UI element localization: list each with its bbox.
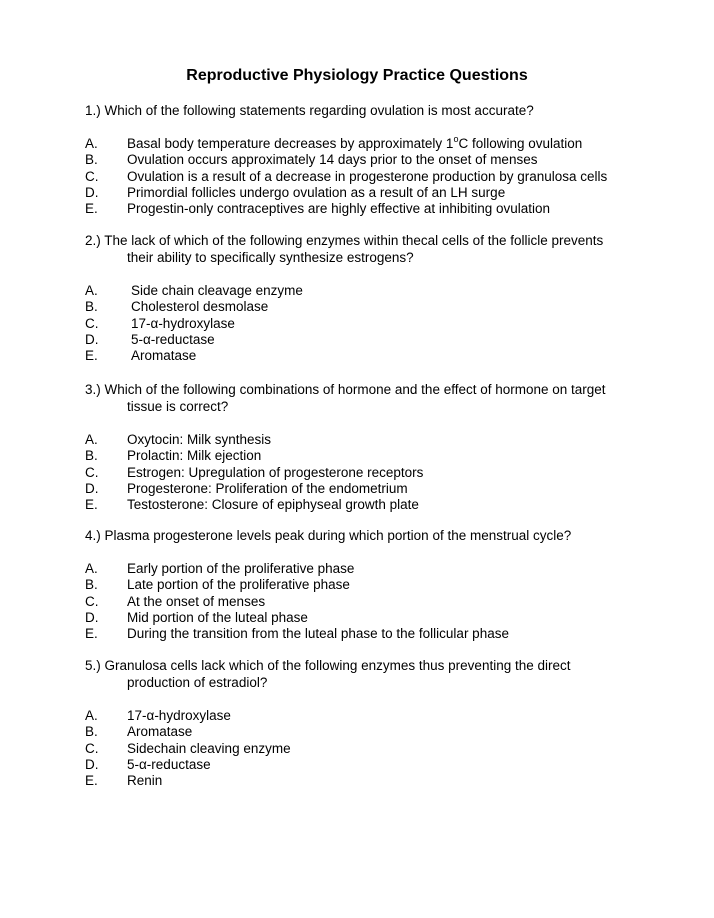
- option-letter: E.: [85, 773, 98, 789]
- option-list: [85, 282, 645, 363]
- option-c: [85, 168, 645, 184]
- question-4: [85, 527, 645, 641]
- question-2: [85, 232, 645, 363]
- question-stem: 3.) Which of the following combinations of hormone and the effect of hormone on target: [85, 382, 606, 397]
- option-text: Testosterone: Closure of epiphyseal growth plate: [127, 497, 419, 513]
- option-e: [85, 772, 645, 788]
- question-5: [85, 657, 645, 788]
- question-stem-continuation: production of estradiol?: [127, 675, 268, 690]
- option-letter: B.: [85, 299, 98, 315]
- option-e: [85, 625, 645, 641]
- option-letter: A.: [85, 283, 98, 298]
- question-stem: 2.) The lack of which of the following enzymes within thecal cells of the follicle prevents: [85, 233, 604, 248]
- page-title: Reproductive Physiology Practice Questions: [186, 67, 528, 84]
- option-letter: D.: [85, 184, 99, 200]
- degree-superscript: o: [453, 133, 459, 144]
- option-letter: D.: [85, 331, 99, 347]
- option-d: [85, 609, 645, 625]
- option-letter: A.: [85, 136, 98, 151]
- option-d: [85, 331, 645, 347]
- option-a: [85, 560, 645, 576]
- question-stem: 1.) Which of the following statements regarding ovulation is most accurate?: [85, 103, 534, 118]
- option-b: [85, 447, 645, 463]
- option-text: Basal body temperature decreases by approximately 1$^o$C following ovulation: [127, 133, 583, 151]
- option-text: At the onset of menses: [127, 593, 266, 609]
- option-text: 17-α-hydroxylase: [127, 708, 231, 723]
- option-letter: D.: [85, 609, 99, 625]
- option-text: Oxytocin: Milk synthesis: [127, 432, 272, 447]
- option-text: Late portion of the proliferative phase: [127, 577, 350, 593]
- question-stem: 4.) Plasma progesterone levels peak during which portion of the menstrual cycle?: [85, 528, 572, 543]
- option-list: [85, 135, 645, 216]
- option-letter: B.: [85, 577, 98, 593]
- option-letter: D.: [85, 756, 99, 772]
- option-a: [85, 282, 645, 298]
- option-a: [85, 707, 645, 723]
- option-b: [85, 151, 645, 167]
- question-stem-continuation: tissue is correct?: [127, 399, 229, 414]
- option-text: 5-α-reductase: [131, 331, 215, 347]
- option-a: [85, 431, 645, 447]
- option-text: Ovulation is a result of a decrease in progesterone production by granulosa cells: [127, 168, 608, 184]
- option-letter: E.: [85, 626, 98, 642]
- option-text: 5-α-reductase: [127, 756, 211, 772]
- option-letter: A.: [85, 708, 98, 723]
- option-letter: C.: [85, 168, 99, 184]
- option-text: Cholesterol desmolase: [131, 299, 269, 315]
- option-letter: B.: [85, 724, 98, 740]
- option-list: [85, 560, 645, 641]
- option-e: [85, 496, 645, 512]
- option-letter: A.: [85, 432, 98, 447]
- option-letter: B.: [85, 152, 98, 168]
- option-letter: B.: [85, 448, 98, 464]
- option-text: Renin: [127, 773, 163, 789]
- option-text: Progestin-only contraceptives are highly effective at inhibiting ovulation: [127, 201, 550, 217]
- option-c: [85, 593, 645, 609]
- question-1: [85, 102, 645, 216]
- option-letter: D.: [85, 480, 99, 496]
- option-letter: A.: [85, 561, 98, 576]
- option-letter: E.: [85, 348, 98, 364]
- option-text: Estrogen: Upregulation of progesterone receptors: [127, 464, 424, 480]
- option-letter: E.: [85, 497, 98, 513]
- option-c: [85, 464, 645, 480]
- option-c: [85, 315, 645, 331]
- option-letter: C.: [85, 464, 99, 480]
- option-letter: C.: [85, 315, 99, 331]
- question-stem-continuation: their ability to specifically synthesize estrogens?: [127, 250, 414, 265]
- option-d: [85, 480, 645, 496]
- option-text: Progesterone: Proliferation of the endometrium: [127, 480, 408, 496]
- question-stem: 5.) Granulosa cells lack which of the following enzymes thus preventing the direct: [85, 658, 571, 673]
- option-letter: E.: [85, 201, 98, 217]
- option-list: [85, 431, 645, 512]
- option-b: [85, 723, 645, 739]
- option-text: Primordial follicles undergo ovulation as a result of an LH surge: [127, 184, 506, 200]
- option-e: [85, 347, 645, 363]
- option-text: Side chain cleavage enzyme: [131, 283, 303, 298]
- option-text: Early portion of the proliferative phase: [127, 561, 355, 576]
- option-b: [85, 298, 645, 314]
- option-text: Aromatase: [127, 724, 193, 740]
- option-e: [85, 200, 645, 216]
- option-c: [85, 740, 645, 756]
- option-a: [85, 135, 645, 151]
- option-text: Ovulation occurs approximately 14 days prior to the onset of menses: [127, 152, 538, 168]
- option-list: [85, 707, 645, 788]
- option-d: [85, 756, 645, 772]
- option-text: 17-α-hydroxylase: [131, 315, 235, 331]
- option-b: [85, 576, 645, 592]
- option-text: Mid portion of the luteal phase: [127, 609, 308, 625]
- option-d: [85, 184, 645, 200]
- option-text: Prolactin: Milk ejection: [127, 448, 262, 464]
- option-text: Sidechain cleaving enzyme: [127, 740, 291, 756]
- option-text: During the transition from the luteal phase to the follicular phase: [127, 626, 509, 642]
- option-text: Aromatase: [131, 348, 197, 364]
- option-letter: C.: [85, 593, 99, 609]
- option-letter: C.: [85, 740, 99, 756]
- question-3: [85, 381, 645, 512]
